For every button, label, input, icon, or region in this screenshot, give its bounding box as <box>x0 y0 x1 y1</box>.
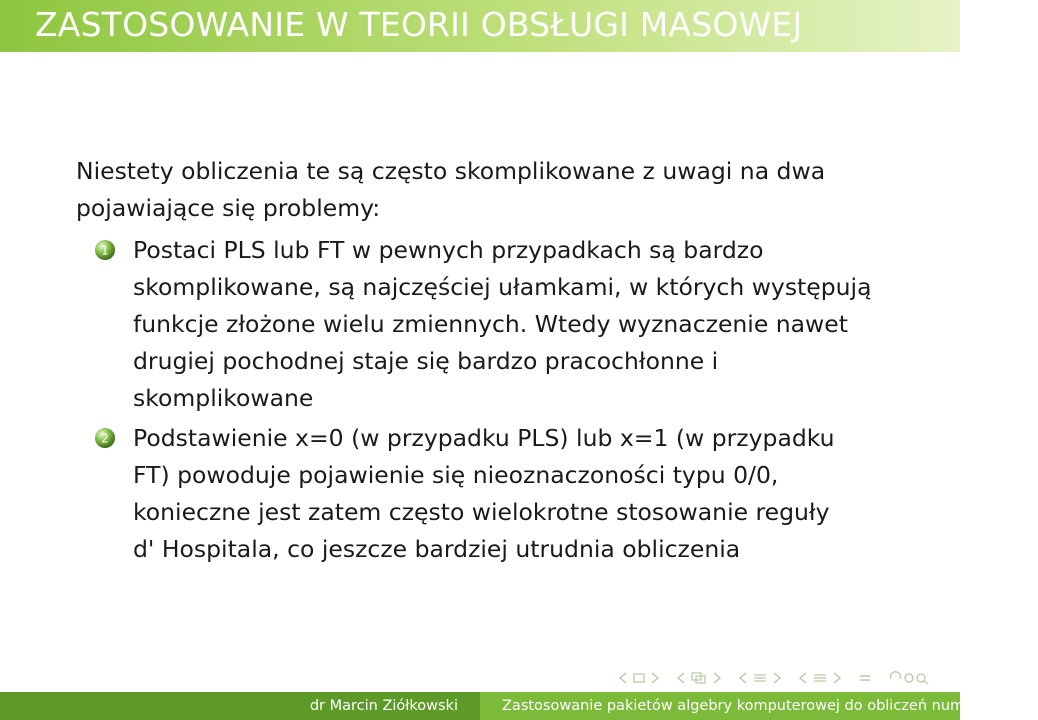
bullet-number: 2 <box>101 431 109 446</box>
enumerate-bullet-1 <box>94 239 116 261</box>
nav-left-arrow-icon[interactable] <box>618 671 628 685</box>
list-item-line: funkcje złożone wielu zmiennych. Wtedy wyznaczenie nawet <box>133 310 848 338</box>
list-item-line: Podstawienie x=0 (w przypadku PLS) lub x=1 (w przypadku <box>133 424 835 452</box>
list-item-line: d' Hospitala, co jeszcze bardziej utrudnia obliczenia <box>133 535 741 563</box>
list-item-line: drugiej pochodnej staje się bardzo pracochłonne i <box>133 347 719 375</box>
footer-title-box <box>480 692 1038 720</box>
nav-right-arrow-icon[interactable] <box>712 671 722 685</box>
nav-back-forward-icon[interactable] <box>888 671 934 685</box>
intro-line: Niestety obliczenia te są często skomplikowane z uwagi na dwa <box>76 157 826 185</box>
nav-align-icon[interactable] <box>858 671 872 685</box>
footer-author-box <box>0 692 480 720</box>
nav-left-arrow-icon[interactable] <box>798 671 808 685</box>
slide-title: ZASTOSOWANIE W TEORII OBSŁUGI MASOWEJ <box>35 5 803 44</box>
list-item-1 <box>133 232 913 417</box>
list-item-2 <box>133 420 913 568</box>
list-item-line: konieczne jest zatem często wielokrotne stosowanie reguły <box>133 498 830 526</box>
title-bar <box>0 0 960 52</box>
list-item-line: skomplikowane, są najczęściej ułamkami, w których występują <box>133 273 872 301</box>
nav-left-arrow-icon[interactable] <box>738 671 748 685</box>
nav-frame-icon[interactable] <box>632 671 646 685</box>
nav-subsection-icon[interactable] <box>690 671 708 685</box>
footer-talk-title: Zastosowanie pakietów algebry komputerowej do obliczeń numerycznych <box>502 698 1038 714</box>
footer-author: dr Marcin Ziółkowski <box>309 698 458 714</box>
nav-section-icon[interactable] <box>752 671 768 685</box>
bullet-number: 1 <box>101 243 109 258</box>
footer-bar <box>0 692 1038 720</box>
intro-line: pojawiające się problemy: <box>76 194 381 222</box>
list-item-line: Postaci PLS lub FT w pewnych przypadkach są bardzo <box>133 236 764 264</box>
beamer-navigation <box>618 669 934 687</box>
list-item-line: skomplikowane <box>133 384 314 412</box>
nav-right-arrow-icon[interactable] <box>650 671 660 685</box>
enumerate-bullet-2 <box>94 427 116 449</box>
nav-right-arrow-icon[interactable] <box>772 671 782 685</box>
nav-left-arrow-icon[interactable] <box>676 671 686 685</box>
nav-right-arrow-icon[interactable] <box>832 671 842 685</box>
list-item-line: FT) powoduje pojawienie się nieoznaczoności typu 0/0, <box>133 461 779 489</box>
nav-section-icon[interactable] <box>812 671 828 685</box>
intro-paragraph <box>76 153 896 227</box>
